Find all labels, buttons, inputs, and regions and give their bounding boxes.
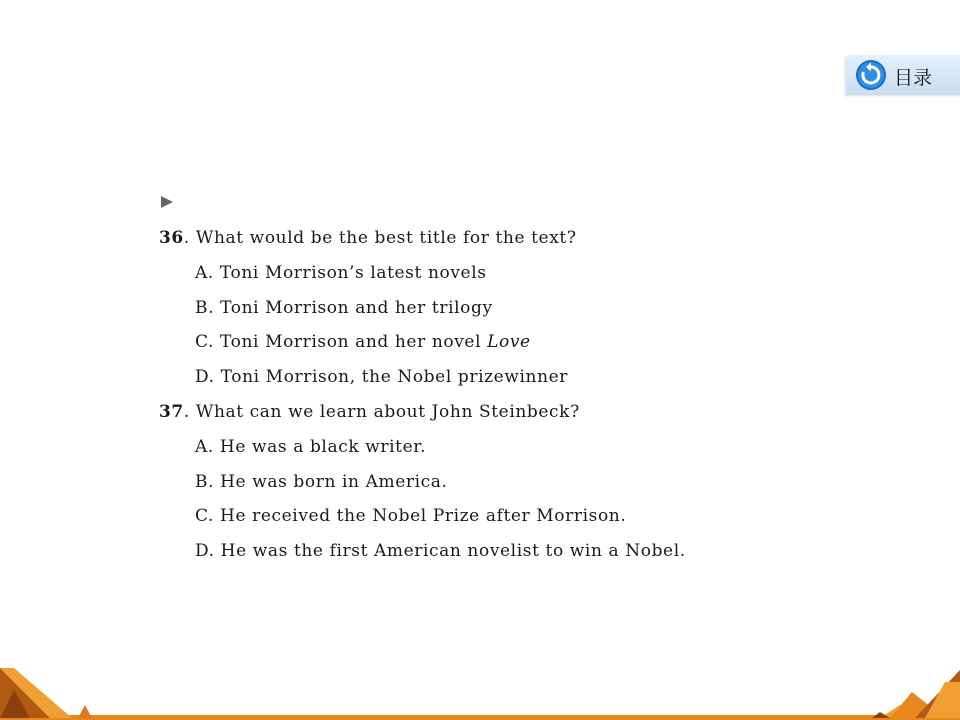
question-number: 36 xyxy=(159,228,184,248)
option-37-a[interactable]: A. He was a black writer. xyxy=(195,436,427,457)
option-letter: A xyxy=(195,262,208,283)
option-text: Toni Morrison and her trilogy xyxy=(220,297,493,318)
option-text: Toni Morrison, the Nobel prizewinner xyxy=(220,367,569,388)
book-title: Love xyxy=(487,332,531,353)
question-text: What can we learn about John Steinbeck? xyxy=(195,401,580,422)
question-36-stem: 36. What would be the best title for the text? xyxy=(159,228,577,248)
pyramid-right-face xyxy=(925,682,960,718)
option-letter: B xyxy=(195,471,209,492)
question-37-stem: 37. What can we learn about John Steinbeck? xyxy=(159,401,580,422)
option-letter: C xyxy=(195,332,209,353)
option-text: Toni Morrison and her novel xyxy=(220,332,488,353)
option-36-d[interactable]: D. Toni Morrison, the Nobel prizewinner xyxy=(195,367,569,388)
option-letter: D xyxy=(195,367,209,388)
option-text: He was born in America. xyxy=(220,471,448,492)
option-36-c[interactable]: C. Toni Morrison and her novel Love xyxy=(195,332,531,353)
toc-label: 目录 xyxy=(894,67,933,89)
option-letter: C xyxy=(195,506,209,527)
footer-bar xyxy=(0,715,960,720)
option-text: He was a black writer. xyxy=(219,436,427,457)
option-letter: B xyxy=(195,297,209,318)
question-number: 37 xyxy=(159,401,184,422)
option-text: He was the first American novelist to win a Nobel. xyxy=(220,541,686,562)
option-letter: A xyxy=(195,436,208,457)
option-36-b[interactable]: B. Toni Morrison and her trilogy xyxy=(195,297,493,318)
option-36-a[interactable]: A. Toni Morrison’s latest novels xyxy=(195,262,487,283)
option-37-b[interactable]: B. He was born in America. xyxy=(195,471,448,492)
question-text: What would be the best title for the text? xyxy=(195,228,577,248)
option-letter: D xyxy=(195,541,209,562)
option-37-d[interactable]: D. He was the first American novelist to win a Nobel. xyxy=(195,541,686,562)
option-37-c[interactable]: C. He received the Nobel Prize after Morrison. xyxy=(195,506,627,527)
pyramid-left-tiny xyxy=(78,705,92,718)
option-text: He received the Nobel Prize after Morrison. xyxy=(220,506,627,527)
option-text: Toni Morrison’s latest novels xyxy=(219,262,487,283)
